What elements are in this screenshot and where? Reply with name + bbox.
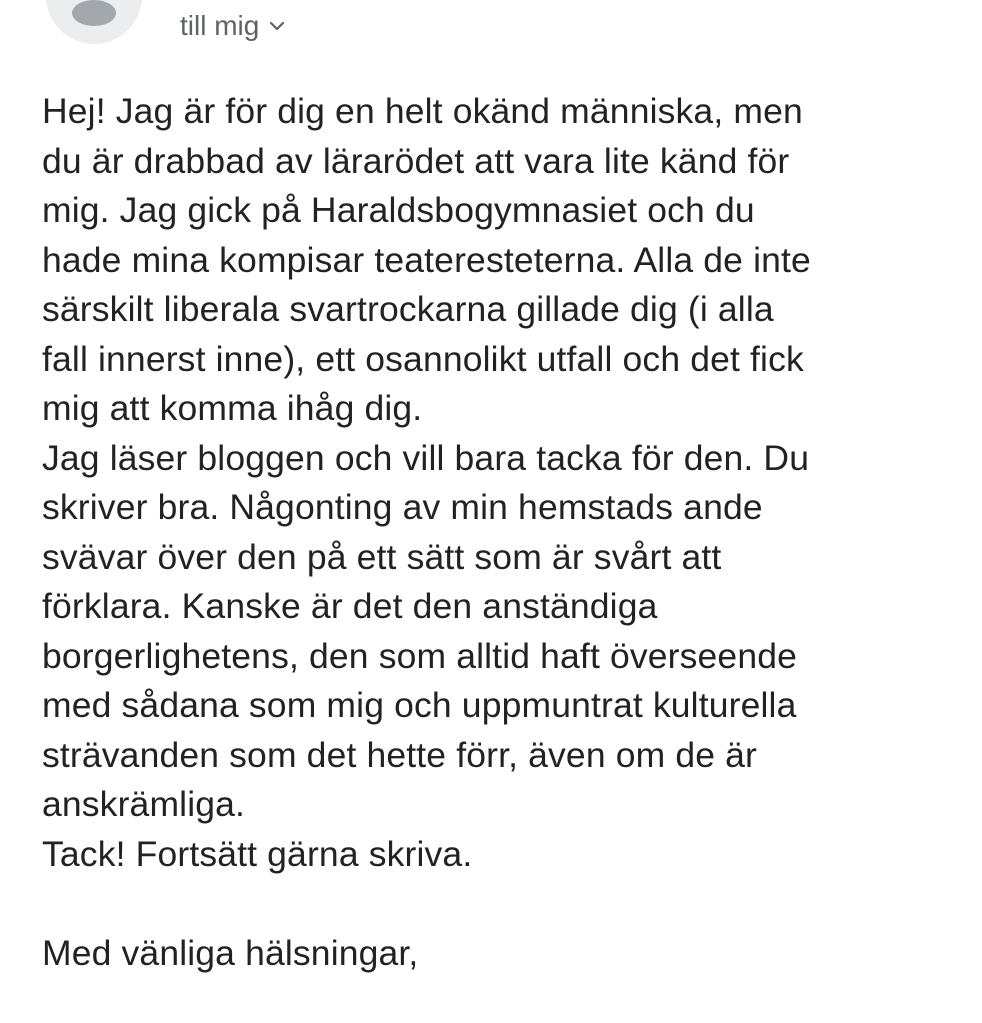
message-line: mig. Jag gick på Haraldsbogymnasiet och du	[42, 190, 755, 230]
sender-avatar[interactable]	[46, 0, 142, 44]
recipient-details-toggle[interactable]	[180, 8, 285, 44]
message-line: mig att komma ihåg dig.	[42, 388, 423, 428]
message-line: Jag läser bloggen och vill bara tacka för den. Du	[42, 437, 810, 478]
avatar-silhouette-icon	[72, 0, 116, 26]
message-line: borgerlighetens, den som alltid haft överseende	[42, 635, 797, 676]
message-line: anskrämliga.	[42, 784, 246, 824]
message-line: fall innerst inne), ett osannolikt utfall och det fick	[42, 338, 804, 379]
email-body	[42, 87, 962, 978]
message-line: skriver bra. Någonting av min hemstads ande	[42, 487, 763, 527]
paragraph-spacer	[42, 879, 962, 929]
closing-line: Med vänliga hälsningar,	[42, 932, 419, 973]
thanks-line: Tack! Fortsätt gärna skriva.	[42, 833, 473, 874]
message-line: du är drabbad av lärarödet att vara lite känd för	[42, 140, 790, 181]
chevron-down-icon	[269, 20, 285, 32]
message-line: strävanden som det hette förr, även om de är	[42, 734, 758, 775]
message-line: med sådana som mig och uppmuntrat kulturella	[42, 685, 797, 725]
message-line: särskilt liberala svartrockarna gillade dig (i alla	[42, 289, 774, 329]
message-line: förklara. Kanske är det den anständiga	[42, 586, 658, 626]
message-line: Hej! Jag är för dig en helt okänd människa, men	[42, 91, 803, 131]
message-line: svävar över den på ett sätt som är svårt att	[42, 536, 722, 577]
message-line: hade mina kompisar teateresteterna. Alla de inte	[42, 239, 811, 280]
recipient-label: till mig	[180, 10, 260, 41]
email-header	[0, 0, 982, 60]
